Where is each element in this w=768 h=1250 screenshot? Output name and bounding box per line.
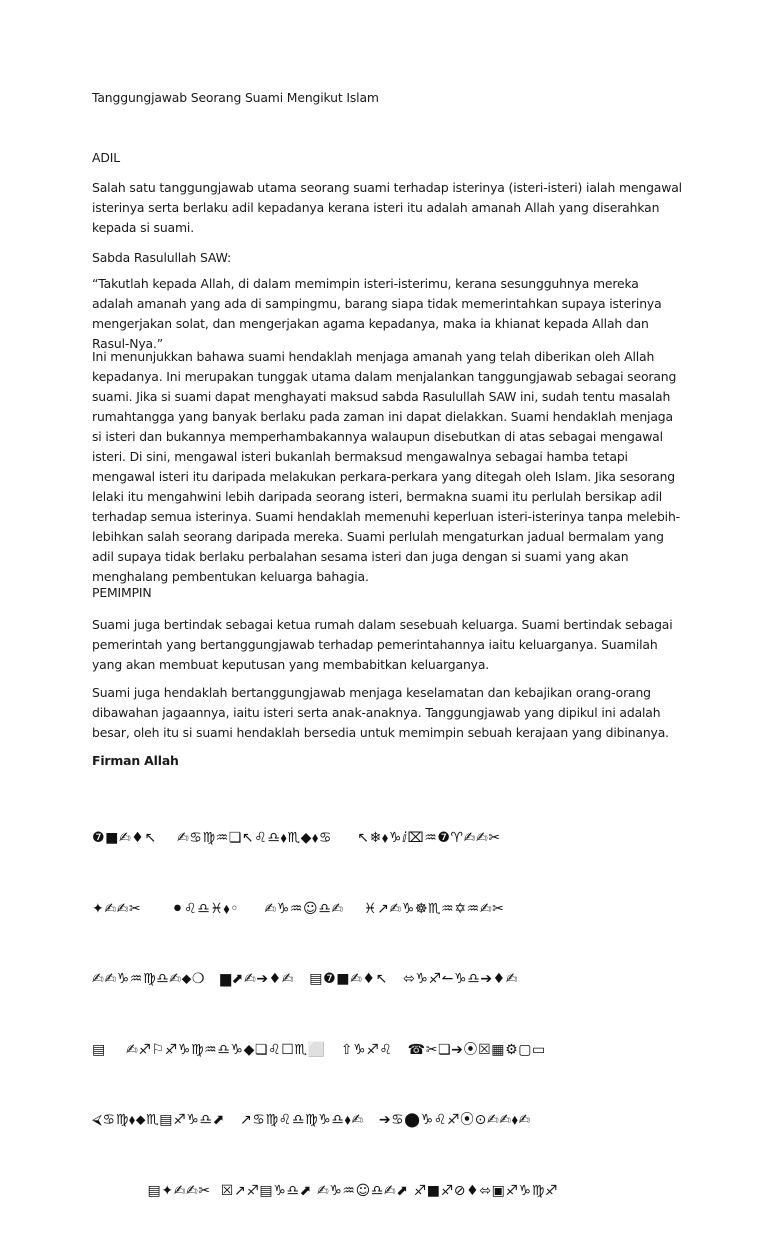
section-heading-adil: ADIL	[92, 150, 120, 165]
paragraph-keselamatan: Suami juga hendaklah bertanggungjawab menjaga keselamatan dan kebajikan orang-orang dibawahan jagaannya, iaitu isteri serta anak-anaknya. Tanggungjawab yang dipikul ini adalah besar, oleh itu si suami hendaklah bersedia untuk memimpin sebuah kerajaan yang dibinanya.	[92, 685, 669, 740]
paragraph-adil-intro: Salah satu tanggungjawab utama seorang suami terhadap isterinya (isteri-isteri) ialah mengawal isterinya serta berlaku adil kepadanya kerana isteri itu adalah amanah Allah yang diserahkan kepada si suami.	[92, 180, 682, 235]
hadith-quote: “Takutlah kepada Allah, di dalam memimpin isteri-isterimu, kerana sesungguhnya mereka adalah amanah yang ada di sampingmu, barang siapa tidak memerintahkan supaya isterinya mengerjakan solat, dan mengerjakan agama kepadanya, maka ia khianat kepada Allah dan Rasul-Nya.”	[92, 276, 662, 351]
document-title: Tanggungjawab Seorang Suami Mengikut Islam	[92, 90, 379, 105]
paragraph-ketua-rumah: Suami juga bertindak sebagai ketua rumah dalam sesebuah keluarga. Suami bertindak sebagai pemerintah yang bertanggungjawab terhadap pemerintahannya iaitu keluarganya. Suamilah yang akan membuat keputusan yang membabitkan keluarganya.	[92, 617, 673, 672]
symbol-line: ❼■✍♦↖ ✍♋♍♒❏↖♌♎⬧♏◆⬧♋ ↖❄⬧♑ⅈ⌧♒❼♈✍✍✂	[92, 830, 501, 846]
symbol-line: ✦✍✍✂ ⚫♌♎♓⬧◦ ✍♑♒☺♎✍ ♓↗✍♑☸♏♒✡♒✍✂	[92, 900, 505, 917]
section-heading-pemimpin: PEMIMPIN	[92, 585, 152, 600]
symbol-line: ▤ ✍♐⚐♐♑♍♒♎♑◆❏♌☐♏⬜ ⇧♑♐♌ ☎✂❏➔⦿☒▦⚙▢▭	[92, 1041, 546, 1058]
symbol-line: ▤✦✍✍✂ ☒↗♐▤♑♎⬈ ✍♑♒☺♎✍⬈ ♐■♐⊘♦⬄▣♐♑♍♐	[92, 1182, 559, 1199]
symbol-line: ⮘♋♍⬧⬥♏▤♐♑♎⬈ ↗♋♍♌♎♍♑♎⬧✍ ➔♋⬤♑♌♐⦿⊙✍✍⬧✍	[92, 1112, 531, 1128]
symbol-line: ✍✍♑♒♍♎✍⬥❍ ▆⬈✍➔♦✍ ▤❼■✍♦↖ ⬄♑♐↼♑♎➔♦✍	[92, 971, 519, 987]
firman-heading: Firman Allah	[92, 753, 179, 768]
paragraph-amanah: Ini menunjukkan bahawa suami hendaklah menjaga amanah yang telah diberikan oleh Allah kepadanya. Ini merupakan tunggak utama dalam menjalankan tanggungjawab sebagai seorang suami. Jika si suami dapat menghayati maksud sabda Rasulullah SAW ini, sudah tentu masalah rumahtangga yang banyak berlaku pada zaman ini dapat dielakkan. Suami hendaklah menjaga si isteri dan bukannya memperhambakannya walaupun disebutkan di atas sebagai mengawal isteri. Di sini, mengawal isteri bukanlah bermaksud mengawalnya sebagai hamba tetapi mengawal isteri itu daripada melakukan perkara-perkara yang ditegah oleh Islam. Jika sesorang lelaki itu mengahwini lebih daripada seorang isteri, bermakna suami itu perlulah bersikap adil terhadap semua isterinya. Suami hendaklah memenuhi keperluan isteri-isterinya tanpa melebih-lebihkan salah seorang daripada mereka. Suami perlulah mengaturkan jadual bermalam yang adil supaya tidak berlaku perbalahan sesama isteri dan juga dengan si suami yang akan menghalang pembentukan keluarga bahagia.	[92, 349, 680, 584]
symbol-font-text	[92, 780, 684, 1250]
sabda-heading: Sabda Rasulullah SAW:	[92, 250, 231, 265]
